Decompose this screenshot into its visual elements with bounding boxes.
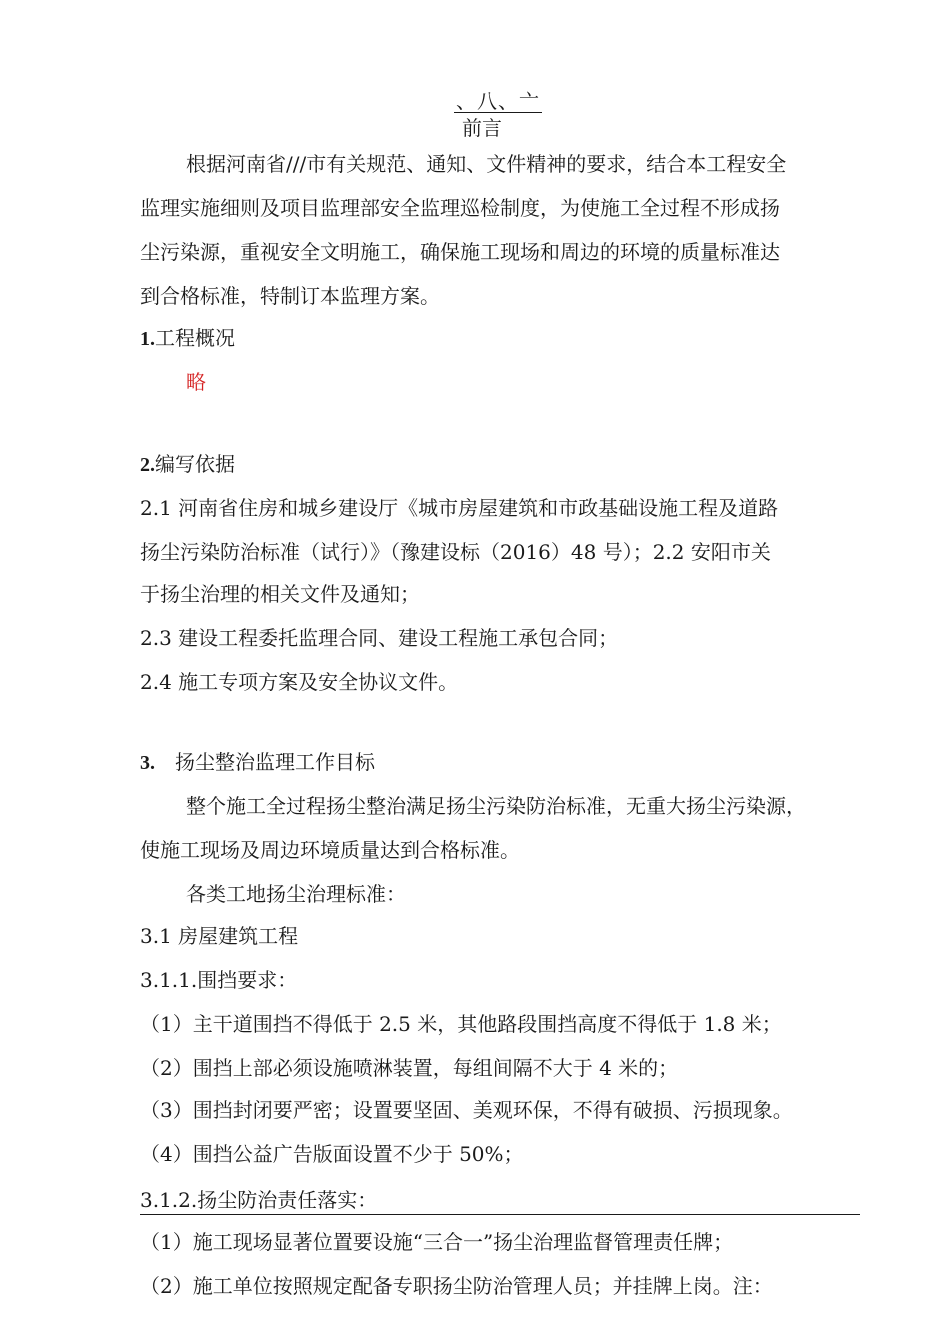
section-3-title: 扬尘整治监理工作目标 <box>175 750 375 774</box>
preface-line: 到合格标准，特制订本监理方案。 <box>140 284 440 308</box>
subsection-3-1: 3.1 房屋建筑工程 <box>140 924 299 948</box>
section-1-number: 1. <box>140 328 155 350</box>
fence-item: （3）围挡封闭要严密；设置要坚固、美观环保，不得有破损、污损现象。 <box>140 1098 793 1122</box>
basis-line: 2.3 建设工程委托监理合同、建设工程施工承包合同； <box>140 626 619 650</box>
preface-line: 尘污染源，重视安全文明施工，确保施工现场和周边的环境的质量标准达 <box>140 240 780 264</box>
preface-line: 根据河南省///市有关规范、通知、文件精神的要求，结合本工程安全 <box>186 152 787 176</box>
section-1-heading <box>140 326 235 351</box>
responsibility-item: （1）施工现场显著位置要设施“三合一”扬尘治理监督管理责任牌； <box>140 1230 734 1254</box>
basis-line: 2.4 施工专项方案及安全协议文件。 <box>140 670 459 694</box>
goal-line: 整个施工全过程扬尘整治满足扬尘污染防治标准，无重大扬尘污染源， <box>186 794 806 818</box>
preface-line: 监理实施细则及项目监理部安全监理巡检制度，为使施工全过程不形成扬 <box>140 196 780 220</box>
divider <box>140 1214 860 1215</box>
fence-item: （4）围挡公益广告版面设置不少于 50%； <box>140 1142 524 1166</box>
section-2-title: 编写依据 <box>155 452 235 476</box>
fence-item: （2）围挡上部必须设施喷淋装置，每组间隔不大于 4 米的； <box>140 1056 679 1080</box>
basis-line: 于扬尘治理的相关文件及通知； <box>140 582 420 606</box>
section-2-heading <box>140 452 235 477</box>
section-1-content: 略 <box>186 370 206 394</box>
section-3-number: 3. <box>140 752 155 774</box>
basis-line: 扬尘污染防治标准（试行）》（豫建设标（2016）48 号）；2.2 安阳市关 <box>140 540 771 564</box>
page-title: 前言 <box>462 116 502 140</box>
responsibility-item: （2）施工单位按照规定配备专职扬尘防治管理人员；并挂牌上岗。注： <box>140 1274 773 1298</box>
goal-line: 使施工现场及周边环境质量达到合格标准。 <box>140 838 520 862</box>
subsection-3-1-2: 3.1.2.扬尘防治责任落实： <box>140 1188 378 1212</box>
basis-line: 2.1 河南省住房和城乡建设厅《城市房屋建筑和市政基础设施工程及道路 <box>140 496 779 520</box>
fence-item: （1）主干道围挡不得低于 2.5 米，其他路段围挡高度不得低于 1.8 米； <box>140 1012 782 1036</box>
subsection-3-1-1: 3.1.1.围挡要求： <box>140 968 298 992</box>
header-mark: 、八、亠 <box>456 89 540 113</box>
standards-intro: 各类工地扬尘治理标准： <box>186 882 406 906</box>
section-1-title: 工程概况 <box>155 326 235 350</box>
section-3-heading <box>140 750 375 775</box>
section-2-number: 2. <box>140 454 155 476</box>
